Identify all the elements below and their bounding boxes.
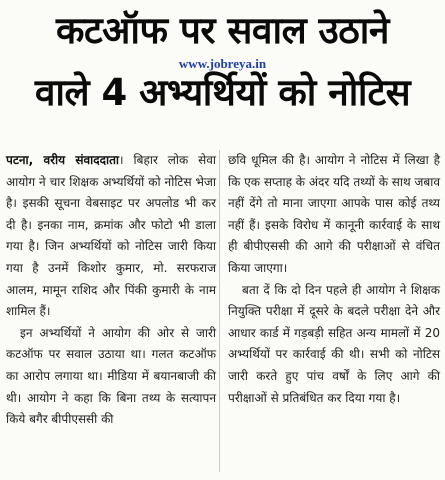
article-paragraph: पटना, वरीय संवाददाता। बिहार लोक सेवा आयोग ने चार शिक्षक अभ्यर्थियों को नोटिस भेजा है। इसकी सूचना वेबसाइट पर अपलोड भी कर दी है। इनका नाम, क्रमांक और फोटो भी डाला गया है। जिन अभ्यर्थियों को नोटिस जारी किया गया है उनमें किशोर कुमार, मो. सरफराज आलम, मामून राशिद और पिंकी कुमारी के नाम शामिल हैं। xyxy=(6,153,216,319)
article-column-right xyxy=(228,150,440,409)
headline-line-1: कटऑफ पर सवाल उठाने xyxy=(56,9,389,52)
article-paragraph: बता दें कि दो दिन पहले ही आयोग ने शिक्षक नियुक्ति परीक्षा में दूसरे के बदले परीक्षा देने और आधार कार्ड में गड़बड़ी सहित अन्य मामलों में 20 अभ्यर्थियों पर कार्रवाई की थी। सभी को नोटिस जारी करते हुए पांच वर्षों के लिए आगे की परीक्षाओं से प्रतिबंधित कर दिया गया है। xyxy=(228,282,440,405)
paragraph-text: बिहार लोक सेवा आयोग ने चार शिक्षक अभ्यर्थियों को नोटिस भेजा है। इसकी सूचना वेबसाइट पर अपलोड भी कर दी है। इनका नाम, क्रमांक और फोटो भी डाला गया है। जिन अभ्यर्थियों को नोटिस जारी किया गया है उनमें किशोर कुमार, मो. सरफराज आलम, मामून राशिद और पिंकी कुमारी के नाम शामिल हैं। xyxy=(6,153,216,319)
headline-line-2: वाले 4 अभ्यर्थियों को नोटिस xyxy=(34,71,411,114)
article-column-left xyxy=(6,150,216,431)
watermark: www.jobreya.in xyxy=(178,56,267,71)
article-paragraph: इन अभ्यर्थियों ने आयोग की ओर से जारी कटऑफ पर सवाल उठाया था। गलत कटऑफ का आरोप लगाया था। मीडिया में बयानबाजी की थी। आयोग ने कहा कि बिना तथ्य के सत्यापन किये बगैर बीपीएससी की xyxy=(6,325,216,427)
dateline: पटना, वरीय संवाददाता xyxy=(6,153,120,167)
article-paragraph: छवि धूमिल की है। आयोग ने नोटिस में लिखा है कि एक सप्ताह के अंदर यदि तथ्यों के साथ जबाव नहीं देंगे तो माना जाएगा आपके पास कोई तथ्य नहीं हैं। इसके विरोध में कानूनी कार्रवाई के साथ ही बीपीएससी की आगे की परीक्षाओं से वंचित किया जाएगा। xyxy=(228,153,440,275)
column-divider xyxy=(219,150,220,472)
